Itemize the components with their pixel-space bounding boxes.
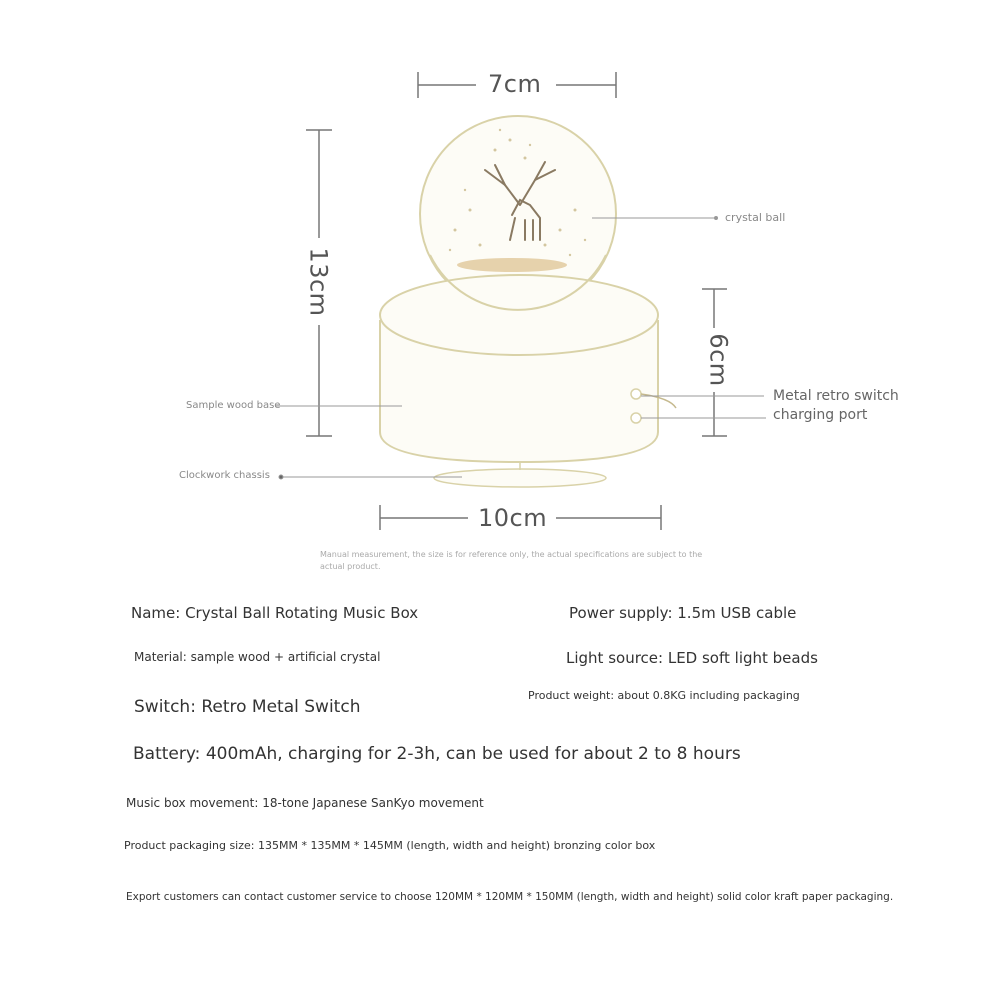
spec-weight: Product weight: about 0.8KG including packaging [528,689,800,702]
callout-chassis: Clockwork chassis [179,470,270,481]
wood-base-top [380,275,658,355]
callout-wood-base: Sample wood base [186,400,281,411]
spec-light: Light source: LED soft light beads [566,649,818,667]
spec-switch: Switch: Retro Metal Switch [134,697,361,717]
spec-battery: Battery: 400mAh, charging for 2-3h, can be used for about 2 to 8 hours [133,744,741,764]
spec-name: Name: Crystal Ball Rotating Music Box [131,604,419,622]
measurement-note: Manual measurement, the size is for reference only, the actual specifications are subject to the actual product. [320,550,703,571]
callout-charging-port: charging port [773,407,868,423]
callout-switch: Metal retro switch [773,388,899,404]
switch-knob [631,389,641,399]
port-knob [631,413,641,423]
dimension-width-base: 10cm [478,504,548,532]
glitter-base [457,258,567,272]
spec-material: Material: sample wood + artificial crystal [134,650,381,664]
spec-packaging: Product packaging size: 135MM * 135MM * 145MM (length, width and height) bronzing color box [124,839,656,852]
spec-power: Power supply: 1.5m USB cable [569,604,797,622]
spec-export: Export customers can contact customer service to choose 120MM * 120MM * 150MM (length, width and height) solid color kraft paper packaging. [126,891,894,903]
dimension-width-top: 7cm [488,70,542,98]
callout-crystal-ball: crystal ball [725,211,786,224]
dimension-height-total: 13cm [304,247,333,317]
spec-movement: Music box movement: 18-tone Japanese SanKyo movement [126,796,484,810]
dimension-height-base: 6cm [704,333,733,387]
clockwork-chassis [434,469,606,487]
